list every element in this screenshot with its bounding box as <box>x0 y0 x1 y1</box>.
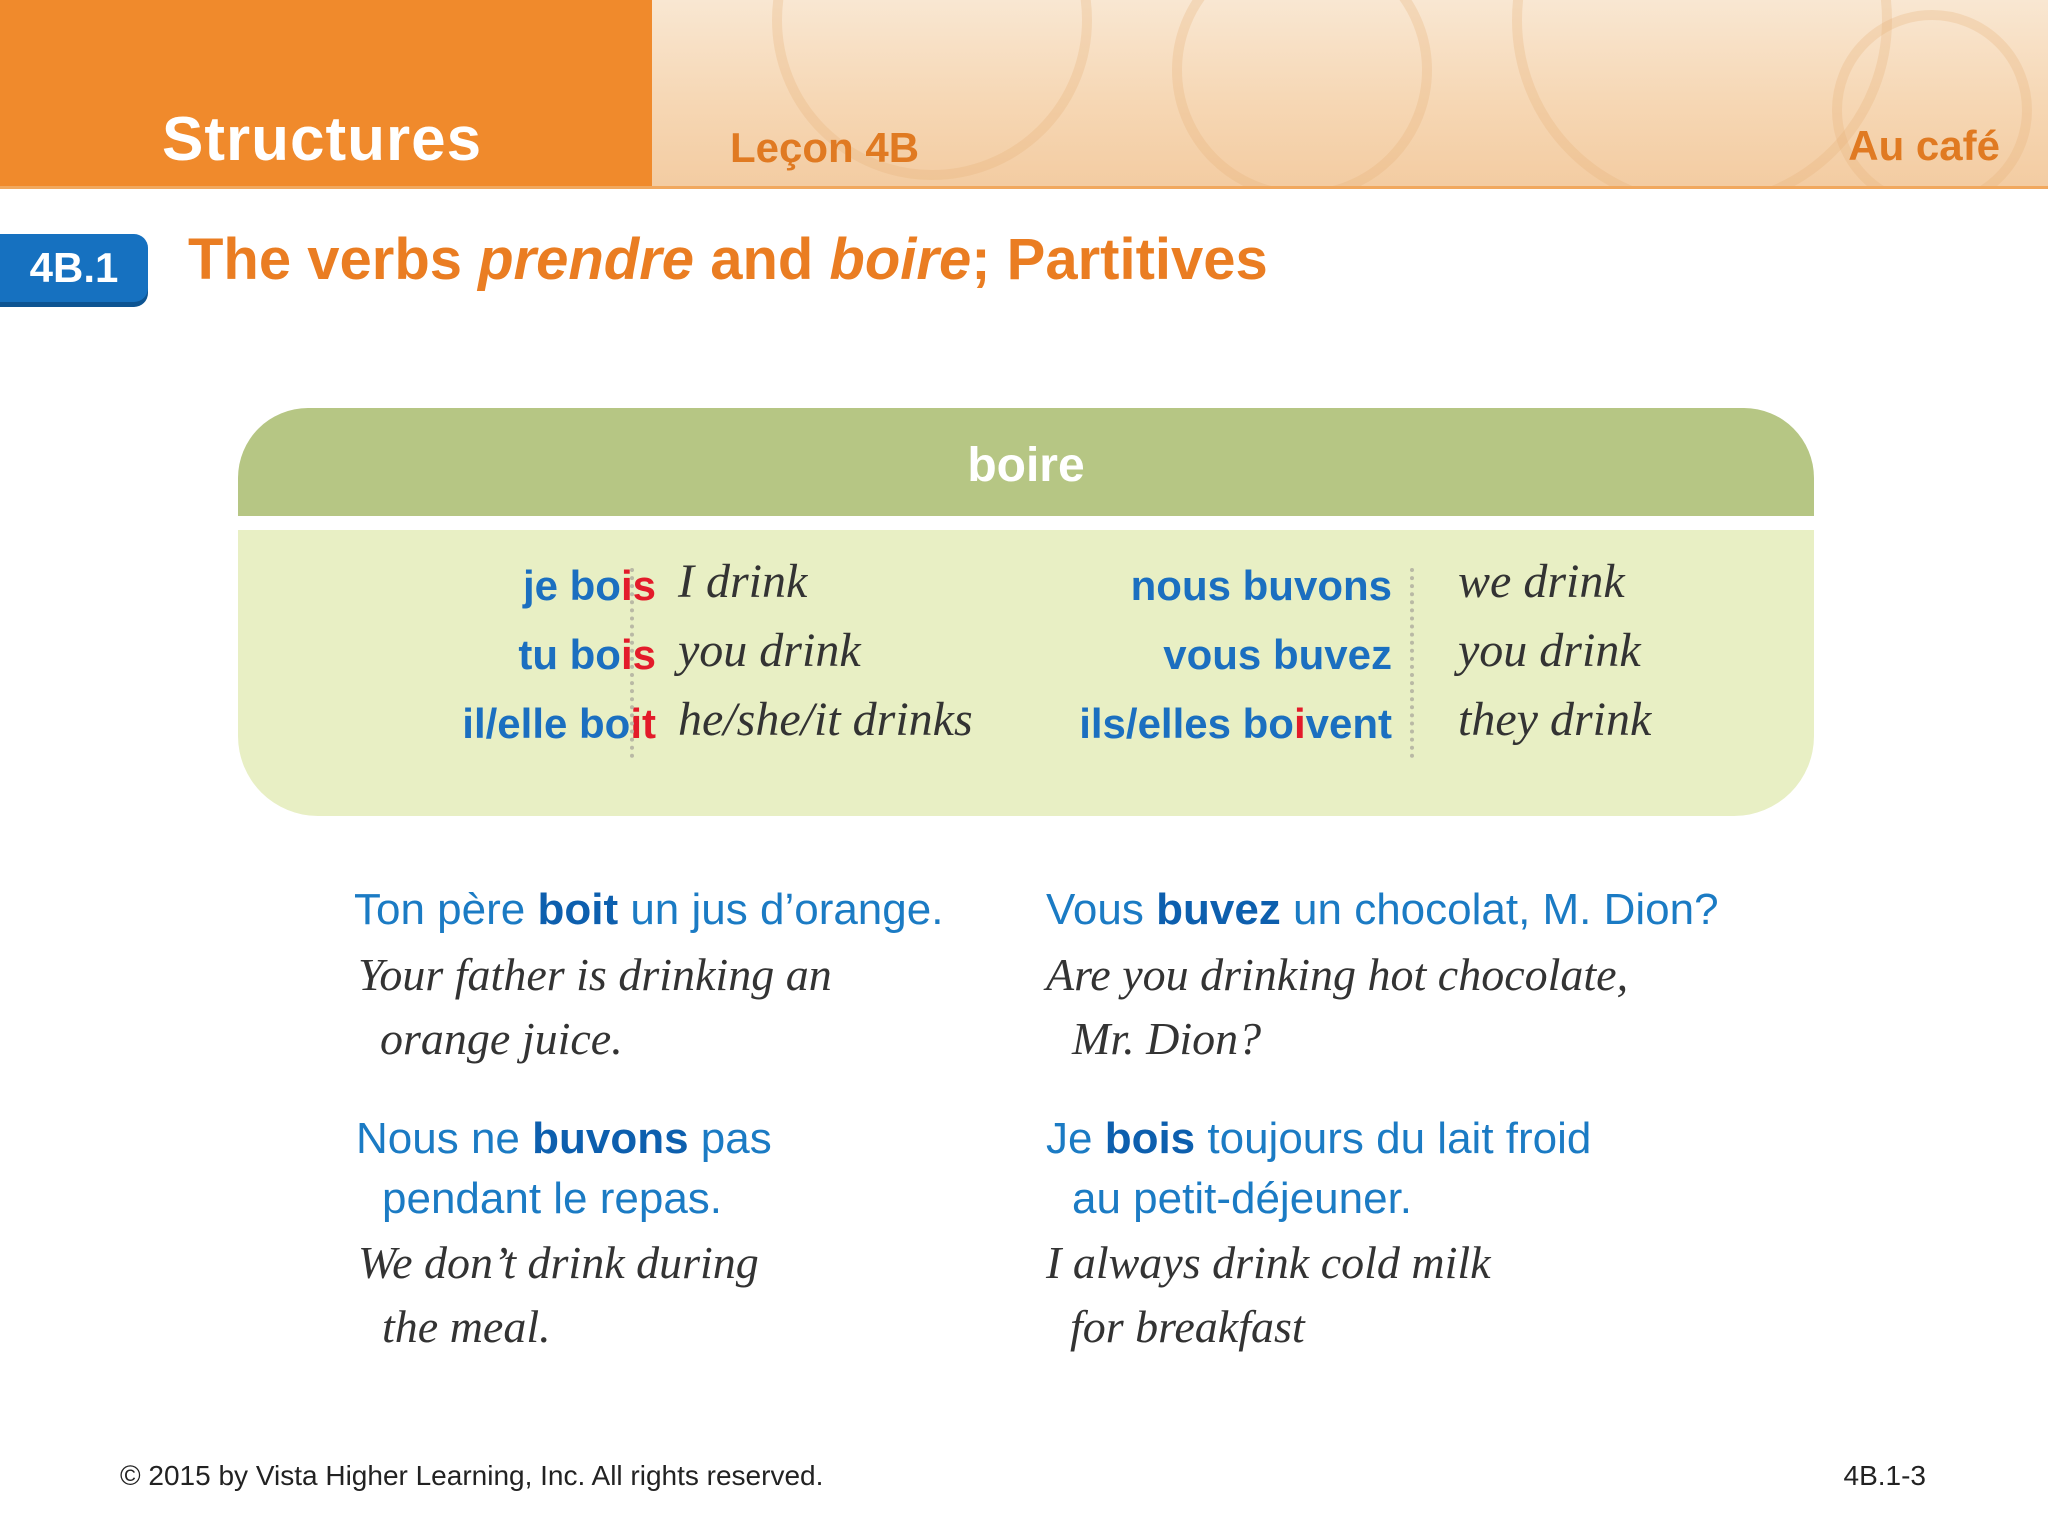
title-verb-boire: boire <box>829 227 972 292</box>
header-topic-label: Au café <box>1848 122 2000 169</box>
example-verb: buvons <box>532 1114 689 1163</box>
conj-translation: we drink <box>1458 555 1625 608</box>
example-4-english-line-2: for breakfast <box>1070 1301 1305 1352</box>
example-2-english-line-2: Mr. Dion? <box>1072 1013 1262 1064</box>
title-part-1: The verbs <box>188 227 479 292</box>
conj-form: ils/elles bo <box>1079 700 1294 747</box>
example-4-french-line-2: au petit-déjeuner. <box>1072 1174 1413 1223</box>
example-3-french-line-2: pendant le repas. <box>382 1174 723 1223</box>
page-header <box>0 0 2048 186</box>
example-3-english-line-2: the meal. <box>382 1301 551 1352</box>
example-4-french-line-1 <box>1046 1114 1591 1164</box>
example-text: un chocolat, M. Dion? <box>1280 885 1719 934</box>
conj-ending: i <box>1293 700 1306 747</box>
plural-divider <box>1410 568 1414 758</box>
example-2-french <box>1046 885 1719 935</box>
conj-form: vous buvez <box>1163 631 1392 678</box>
page-number: 4B.1-3 <box>1843 1460 1926 1491</box>
example-4-english-line-1: I always drink cold milk <box>1046 1237 1491 1288</box>
example-1-english-line-1: Your father is drinking an <box>358 949 832 1000</box>
header-divider <box>0 186 2048 189</box>
conjugation-table <box>238 408 1814 816</box>
conj-translation: you drink <box>678 624 861 677</box>
example-text: Ton père <box>354 885 538 934</box>
example-2-english-line-1: Are you drinking hot chocolate, <box>1046 949 1629 1000</box>
conj-form: je bo <box>522 562 621 609</box>
conj-singular-2 <box>518 631 656 679</box>
section-badge: 4B.1 <box>0 234 148 302</box>
example-text: Nous ne <box>356 1114 533 1163</box>
conj-form: nous buvons <box>1130 562 1392 609</box>
conj-ending: it <box>630 700 656 747</box>
conjugation-verb: boire <box>967 439 1085 492</box>
title-part-3: ; Partitives <box>971 227 1268 292</box>
example-text: pas <box>688 1114 772 1163</box>
title-verb-prendre: prendre <box>478 227 695 292</box>
conj-plural-2 <box>1163 631 1392 679</box>
title-part-2: and <box>694 227 830 292</box>
example-3-english-line-1: We don’t drink during <box>358 1237 759 1288</box>
conj-form: il/elle bo <box>462 700 631 747</box>
singular-divider <box>630 568 634 758</box>
example-verb: bois <box>1104 1114 1196 1163</box>
example-text: toujours du lait froid <box>1195 1114 1592 1163</box>
conj-ending: is <box>620 562 656 609</box>
conj-form: tu bo <box>518 631 621 678</box>
conj-singular-3 <box>462 700 656 748</box>
header-lesson-label: Leçon 4B <box>730 124 920 171</box>
conj-plural-3 <box>1079 700 1392 748</box>
example-text: un jus d’orange. <box>618 885 944 934</box>
conj-translation: they drink <box>1458 693 1652 746</box>
example-verb: buvez <box>1156 885 1281 934</box>
conj-singular-1 <box>523 562 656 610</box>
conj-form-end: vent <box>1305 700 1392 747</box>
header-section-label: Structures <box>162 105 483 174</box>
conj-translation: he/she/it drinks <box>678 693 973 746</box>
page-title <box>188 226 1268 293</box>
conjugation-body <box>238 530 1814 816</box>
conj-plural-1 <box>1131 562 1392 610</box>
copyright-notice: © 2015 by Vista Higher Learning, Inc. All rights reserved. <box>120 1460 824 1491</box>
example-verb: boit <box>537 885 619 934</box>
example-1-french <box>354 885 943 935</box>
example-3-french-line-1 <box>356 1114 772 1164</box>
conj-translation: I drink <box>678 555 808 608</box>
conj-translation: you drink <box>1458 624 1641 677</box>
example-text: Je <box>1046 1114 1105 1163</box>
example-text: Vous <box>1046 885 1157 934</box>
conj-ending: is <box>620 631 656 678</box>
example-1-english-line-2: orange juice. <box>380 1013 623 1064</box>
